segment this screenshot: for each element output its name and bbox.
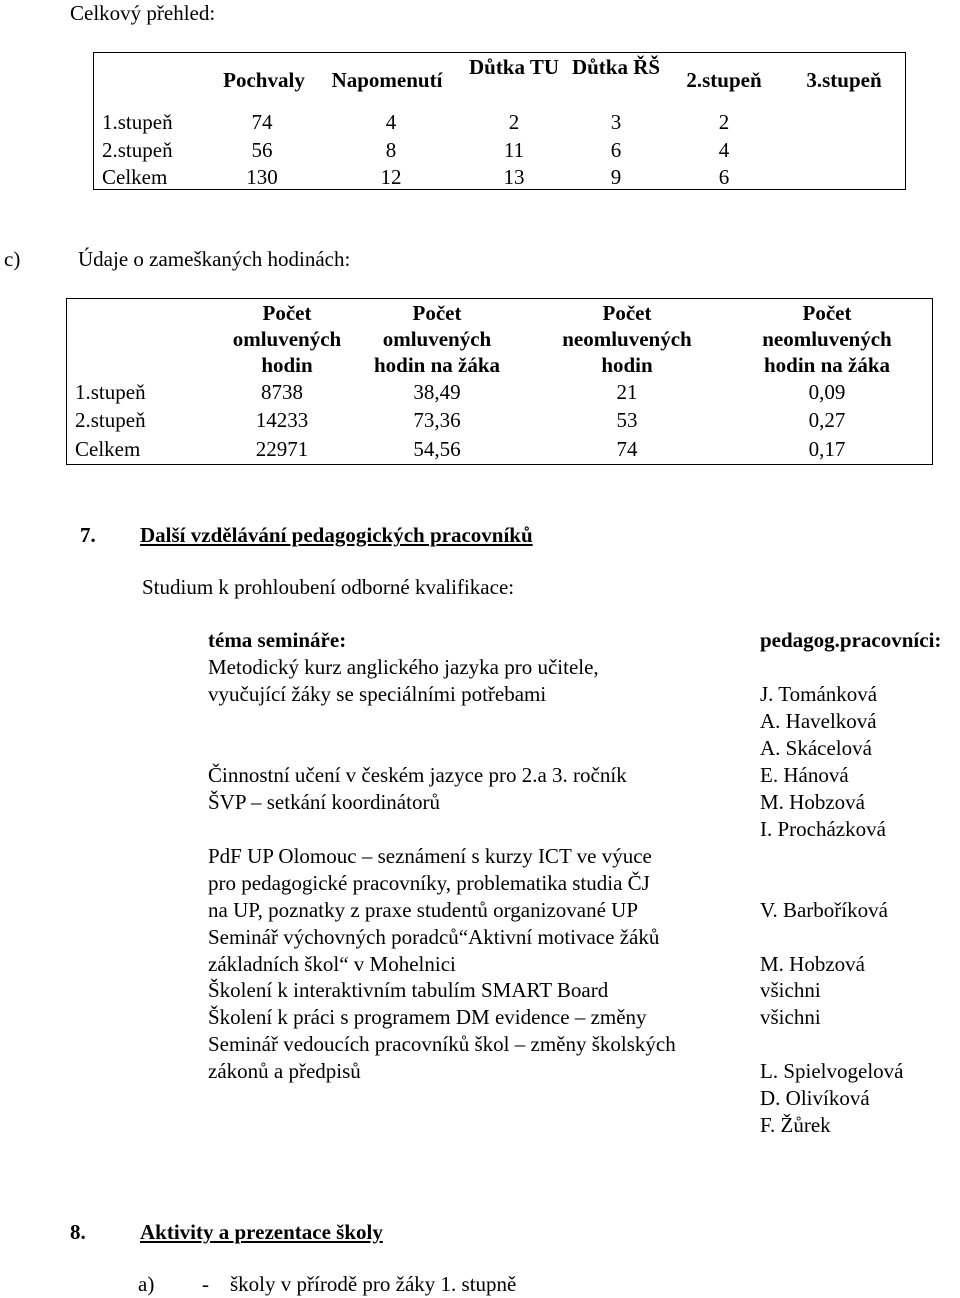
- header-cell: Důtka ŘŠ: [571, 55, 661, 79]
- header-line: hodin: [601, 353, 653, 377]
- table-cell: 2: [718, 110, 730, 134]
- table-cell: 8: [385, 138, 397, 162]
- column-header-staff: pedagog.pracovníci:: [760, 628, 942, 652]
- table-cell: 21: [616, 380, 638, 404]
- header-line: hodin na žáka: [763, 353, 891, 377]
- table-cell: 3: [610, 110, 622, 134]
- table-cell: 0,17: [808, 437, 846, 461]
- table-cell: 6: [718, 165, 730, 189]
- header-line: omluvených: [232, 327, 342, 351]
- header-cell: [727, 300, 927, 378]
- header-cell: 2.stupeň: [686, 68, 762, 92]
- table-cell: 4: [718, 138, 730, 162]
- topic-line: Seminář výchovných poradců“Aktivní motivace žáků: [208, 925, 660, 949]
- table-cell: 13: [503, 165, 525, 189]
- topic-line: Školení k práci s programem DM evidence – změny: [208, 1005, 647, 1029]
- topic-line: Činnostní učení v českém jazyce pro 2.a 3. ročník: [208, 763, 627, 787]
- section-subtitle: Studium k prohloubení odborné kvalifikace:: [142, 575, 515, 599]
- header-cell: Důtka TU: [468, 55, 560, 79]
- staff-name: D. Olivíková: [760, 1086, 870, 1110]
- topic-line: Seminář vedoucích pracovníků škol – změny školských: [208, 1032, 676, 1056]
- header-cell: [527, 300, 727, 378]
- table-cell: 130: [246, 165, 278, 189]
- list-marker: a): [138, 1272, 155, 1296]
- absence-heading: Údaje o zameškaných hodinách:: [78, 247, 351, 271]
- table-cell: 74: [616, 437, 638, 461]
- table-cell: 53: [616, 408, 638, 432]
- header-line: Počet: [802, 301, 852, 325]
- staff-name: A. Skácelová: [760, 736, 872, 760]
- topic-line: pro pedagogické pracovníky, problematika studia ČJ: [208, 871, 650, 895]
- list-dash: -: [202, 1272, 209, 1296]
- staff-name: J. Tománková: [760, 682, 878, 706]
- table-cell: 0,27: [808, 408, 846, 432]
- table-cell: 12: [380, 165, 402, 189]
- absence-marker: c): [4, 247, 21, 271]
- topic-line: na UP, poznatky z praxe studentů organizované UP: [208, 898, 639, 922]
- staff-name: A. Havelková: [760, 709, 877, 733]
- topic-line: Školení k interaktivním tabulím SMART Board: [208, 978, 609, 1002]
- staff-name: F. Žůrek: [760, 1113, 831, 1137]
- header-cell: Pochvaly: [223, 68, 305, 92]
- staff-name: V. Barboříková: [760, 898, 888, 922]
- topic-line: základních škol“ v Mohelnici: [208, 952, 456, 976]
- table-cell: 6: [610, 138, 622, 162]
- section-number: 8.: [70, 1220, 86, 1244]
- header-line: Počet: [602, 301, 652, 325]
- topic-line: zákonů a předpisů: [208, 1059, 361, 1083]
- row-label: Celkem: [102, 165, 168, 189]
- header-cell: Napomenutí: [331, 68, 443, 92]
- row-label: 1.stupeň: [75, 380, 146, 404]
- row-label: 2.stupeň: [75, 408, 146, 432]
- table-cell: 14233: [255, 408, 309, 432]
- table-cell: 9: [610, 165, 622, 189]
- table-cell: 22971: [255, 437, 309, 461]
- table-cell: 11: [503, 138, 525, 162]
- header-line: hodin: [261, 353, 313, 377]
- table-cell: 54,56: [413, 437, 461, 461]
- table-cell: 56: [251, 138, 273, 162]
- column-header-topic: téma semináře:: [208, 628, 347, 652]
- table-cell: 8738: [261, 380, 303, 404]
- staff-name: M. Hobzová: [760, 790, 865, 814]
- row-label: 1.stupeň: [102, 110, 173, 134]
- section-title: Aktivity a prezentace školy: [140, 1220, 383, 1244]
- table-cell: 0,09: [808, 380, 846, 404]
- row-label: Celkem: [75, 437, 141, 461]
- table-cell: 4: [385, 110, 397, 134]
- row-label: 2.stupeň: [102, 138, 173, 162]
- header-cell: [337, 300, 537, 378]
- table-cell: 2: [508, 110, 520, 134]
- staff-name: všichni: [760, 978, 821, 1002]
- header-line: Počet: [262, 301, 312, 325]
- topic-line: Metodický kurz anglického jazyka pro učitele,: [208, 655, 599, 679]
- staff-name: E. Hánová: [760, 763, 849, 787]
- table-cell: 38,49: [413, 380, 461, 404]
- header-cell: 3.stupeň: [806, 68, 882, 92]
- staff-name: všichni: [760, 1005, 821, 1029]
- header-line: neomluvených: [562, 327, 692, 351]
- overview-heading: Celkový přehled:: [70, 1, 216, 25]
- topic-line: vyučující žáky se speciálními potřebami: [208, 682, 547, 706]
- header-line: Počet: [412, 301, 462, 325]
- section-number: 7.: [80, 523, 96, 547]
- topic-line: ŠVP – setkání koordinátorů: [208, 790, 440, 814]
- header-line: omluvených: [382, 327, 492, 351]
- list-item: školy v přírodě pro žáky 1. stupně: [230, 1272, 517, 1296]
- table-cell: 73,36: [413, 408, 461, 432]
- staff-name: I. Procházková: [760, 817, 886, 841]
- header-line: neomluvených: [762, 327, 892, 351]
- overview-table: [93, 52, 906, 190]
- staff-name: L. Spielvogelová: [760, 1059, 904, 1083]
- staff-name: M. Hobzová: [760, 952, 865, 976]
- section-title: Další vzdělávání pedagogických pracovníků: [140, 523, 533, 547]
- topic-line: PdF UP Olomouc – seznámení s kurzy ICT ve výuce: [208, 844, 652, 868]
- header-line: hodin na žáka: [373, 353, 501, 377]
- table-cell: 74: [251, 110, 273, 134]
- absence-table: [66, 298, 933, 465]
